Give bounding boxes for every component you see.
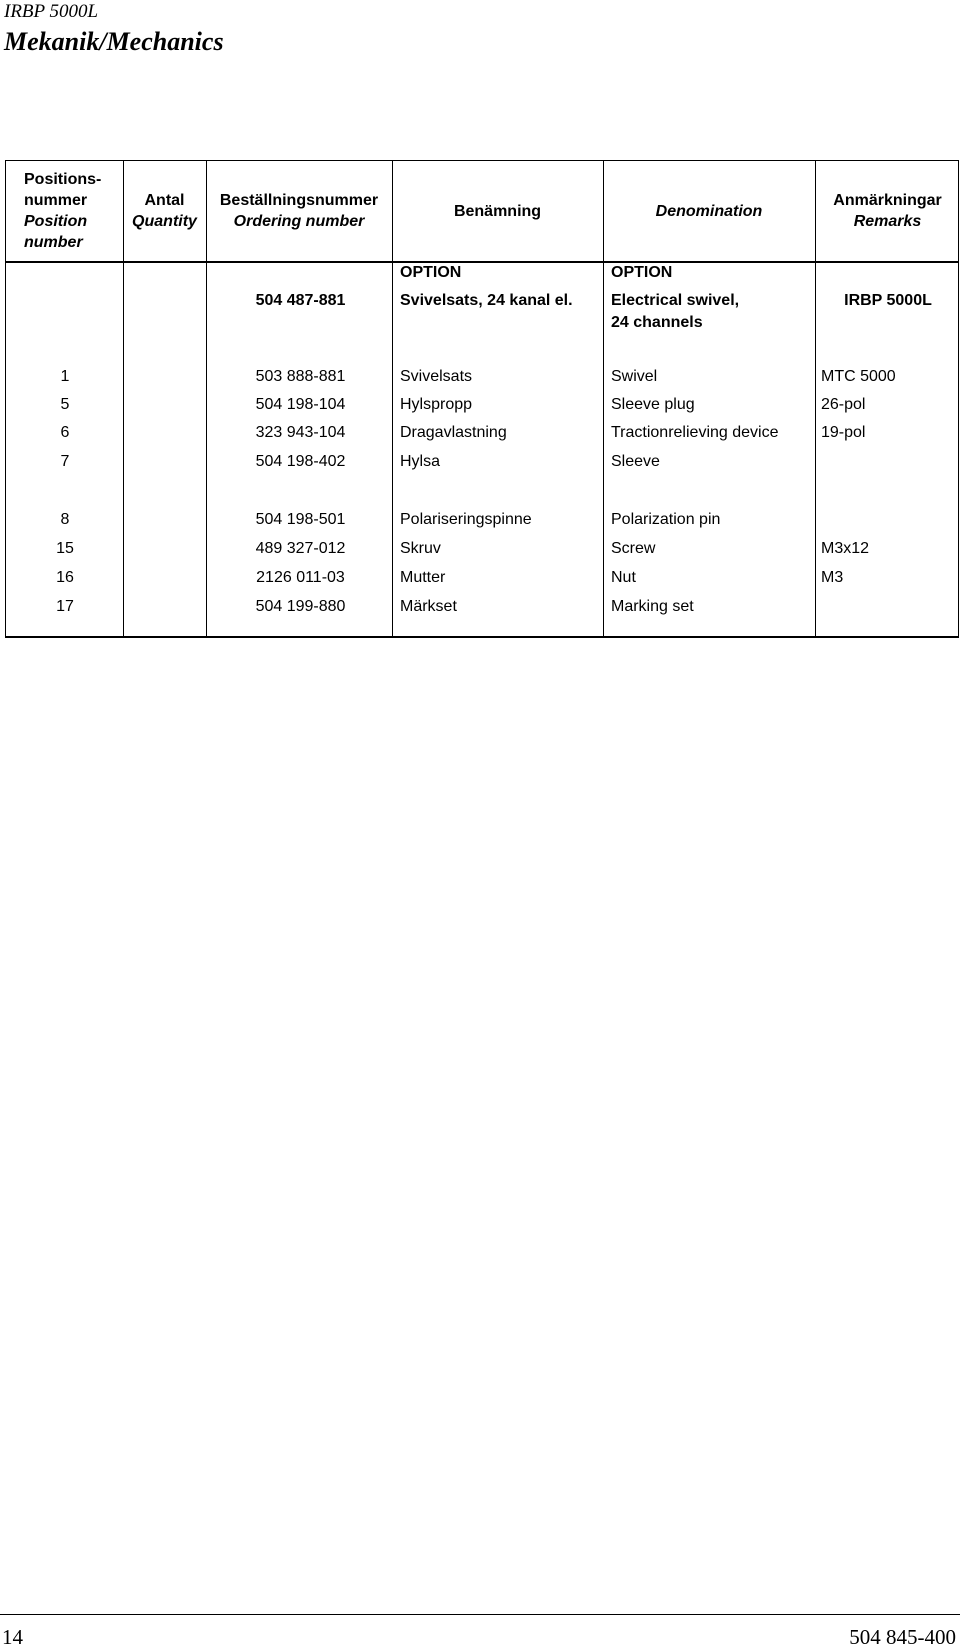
col-header-quantity bbox=[123, 161, 206, 261]
col-header-ordering bbox=[206, 161, 392, 261]
row-denomination: Marking set bbox=[611, 598, 694, 615]
document-header bbox=[4, 0, 224, 57]
row-ordering: 2126 011-03 bbox=[256, 569, 345, 586]
parts-table bbox=[5, 160, 959, 638]
option-label-denomination: OPTION bbox=[611, 264, 673, 281]
col-header-ordering-sv: Beställningsnummer bbox=[219, 192, 379, 209]
option-denomination-2: 24 channels bbox=[611, 314, 703, 331]
col-header-position-en-2: number bbox=[24, 234, 83, 251]
row-remarks: M3x12 bbox=[821, 540, 870, 557]
row-denomination: Tractionrelieving device bbox=[611, 424, 779, 441]
row-ordering: 323 943-104 bbox=[255, 424, 346, 441]
product-name: IRBP 5000L bbox=[4, 1, 99, 22]
header-rule bbox=[6, 261, 958, 263]
option-ordering: 504 487-881 bbox=[255, 292, 346, 309]
row-remarks: 19-pol bbox=[821, 424, 866, 441]
row-remarks: MTC 5000 bbox=[821, 368, 896, 385]
row-ordering: 504 198-104 bbox=[255, 396, 346, 413]
option-denomination-1: Electrical swivel, bbox=[611, 292, 740, 309]
row-benamning: Märkset bbox=[400, 598, 457, 615]
row-remarks: M3 bbox=[821, 569, 844, 586]
col-header-position-sv-1: Positions- bbox=[24, 171, 102, 188]
row-denomination: Sleeve plug bbox=[611, 396, 695, 413]
row-pos: 5 bbox=[60, 396, 70, 413]
row-denomination: Polarization pin bbox=[611, 511, 721, 528]
row-denomination: Screw bbox=[611, 540, 656, 557]
col-header-remarks-sv: Anmärkningar bbox=[833, 192, 942, 209]
col-header-denomination-en: Denomination bbox=[655, 202, 763, 220]
row-pos: 7 bbox=[60, 453, 70, 470]
row-denomination: Swivel bbox=[611, 368, 658, 385]
row-benamning: Hylspropp bbox=[400, 396, 473, 413]
row-pos: 8 bbox=[60, 511, 70, 528]
col-header-quantity-sv: Antal bbox=[144, 192, 185, 209]
row-remarks: 26-pol bbox=[821, 396, 866, 413]
row-pos: 16 bbox=[56, 569, 74, 586]
row-benamning: Polariseringspinne bbox=[400, 511, 532, 528]
row-ordering: 489 327-012 bbox=[255, 540, 346, 557]
page-footer bbox=[0, 1614, 960, 1650]
col-header-ordering-en: Ordering number bbox=[233, 213, 365, 230]
row-ordering: 504 198-402 bbox=[255, 453, 346, 470]
row-benamning: Svivelsats bbox=[400, 368, 473, 385]
row-denomination: Nut bbox=[611, 569, 636, 586]
section-title: Mekanik/Mechanics bbox=[4, 27, 224, 56]
row-ordering: 503 888-881 bbox=[255, 368, 346, 385]
col-header-position-en-1: Position bbox=[24, 213, 88, 230]
col-header-remarks bbox=[815, 161, 960, 261]
option-remarks: IRBP 5000L bbox=[844, 292, 932, 309]
col-header-remarks-en: Remarks bbox=[853, 213, 922, 230]
row-benamning: Skruv bbox=[400, 540, 441, 557]
document-number: 504 845-400 bbox=[849, 1625, 956, 1649]
row-pos: 17 bbox=[56, 598, 74, 615]
col-header-position bbox=[6, 161, 124, 261]
row-denomination: Sleeve bbox=[611, 453, 660, 470]
page-number: 14 bbox=[2, 1625, 23, 1649]
col-header-quantity-en: Quantity bbox=[132, 213, 197, 230]
col-header-benamning bbox=[392, 161, 603, 261]
row-pos: 6 bbox=[60, 424, 70, 441]
col-header-benamning-sv: Benämning bbox=[453, 202, 542, 220]
row-pos: 1 bbox=[60, 368, 70, 385]
row-ordering: 504 198-501 bbox=[255, 511, 346, 528]
option-label-benamning: OPTION bbox=[400, 264, 462, 281]
row-benamning: Dragavlastning bbox=[400, 424, 507, 441]
option-benamning: Svivelsats, 24 kanal el. bbox=[400, 292, 573, 309]
row-ordering: 504 199-880 bbox=[255, 598, 346, 615]
row-benamning: Mutter bbox=[400, 569, 446, 586]
col-header-position-sv-2: nummer bbox=[24, 192, 88, 209]
row-pos: 15 bbox=[56, 540, 74, 557]
col-header-denomination bbox=[603, 161, 815, 261]
row-benamning: Hylsa bbox=[400, 453, 441, 470]
